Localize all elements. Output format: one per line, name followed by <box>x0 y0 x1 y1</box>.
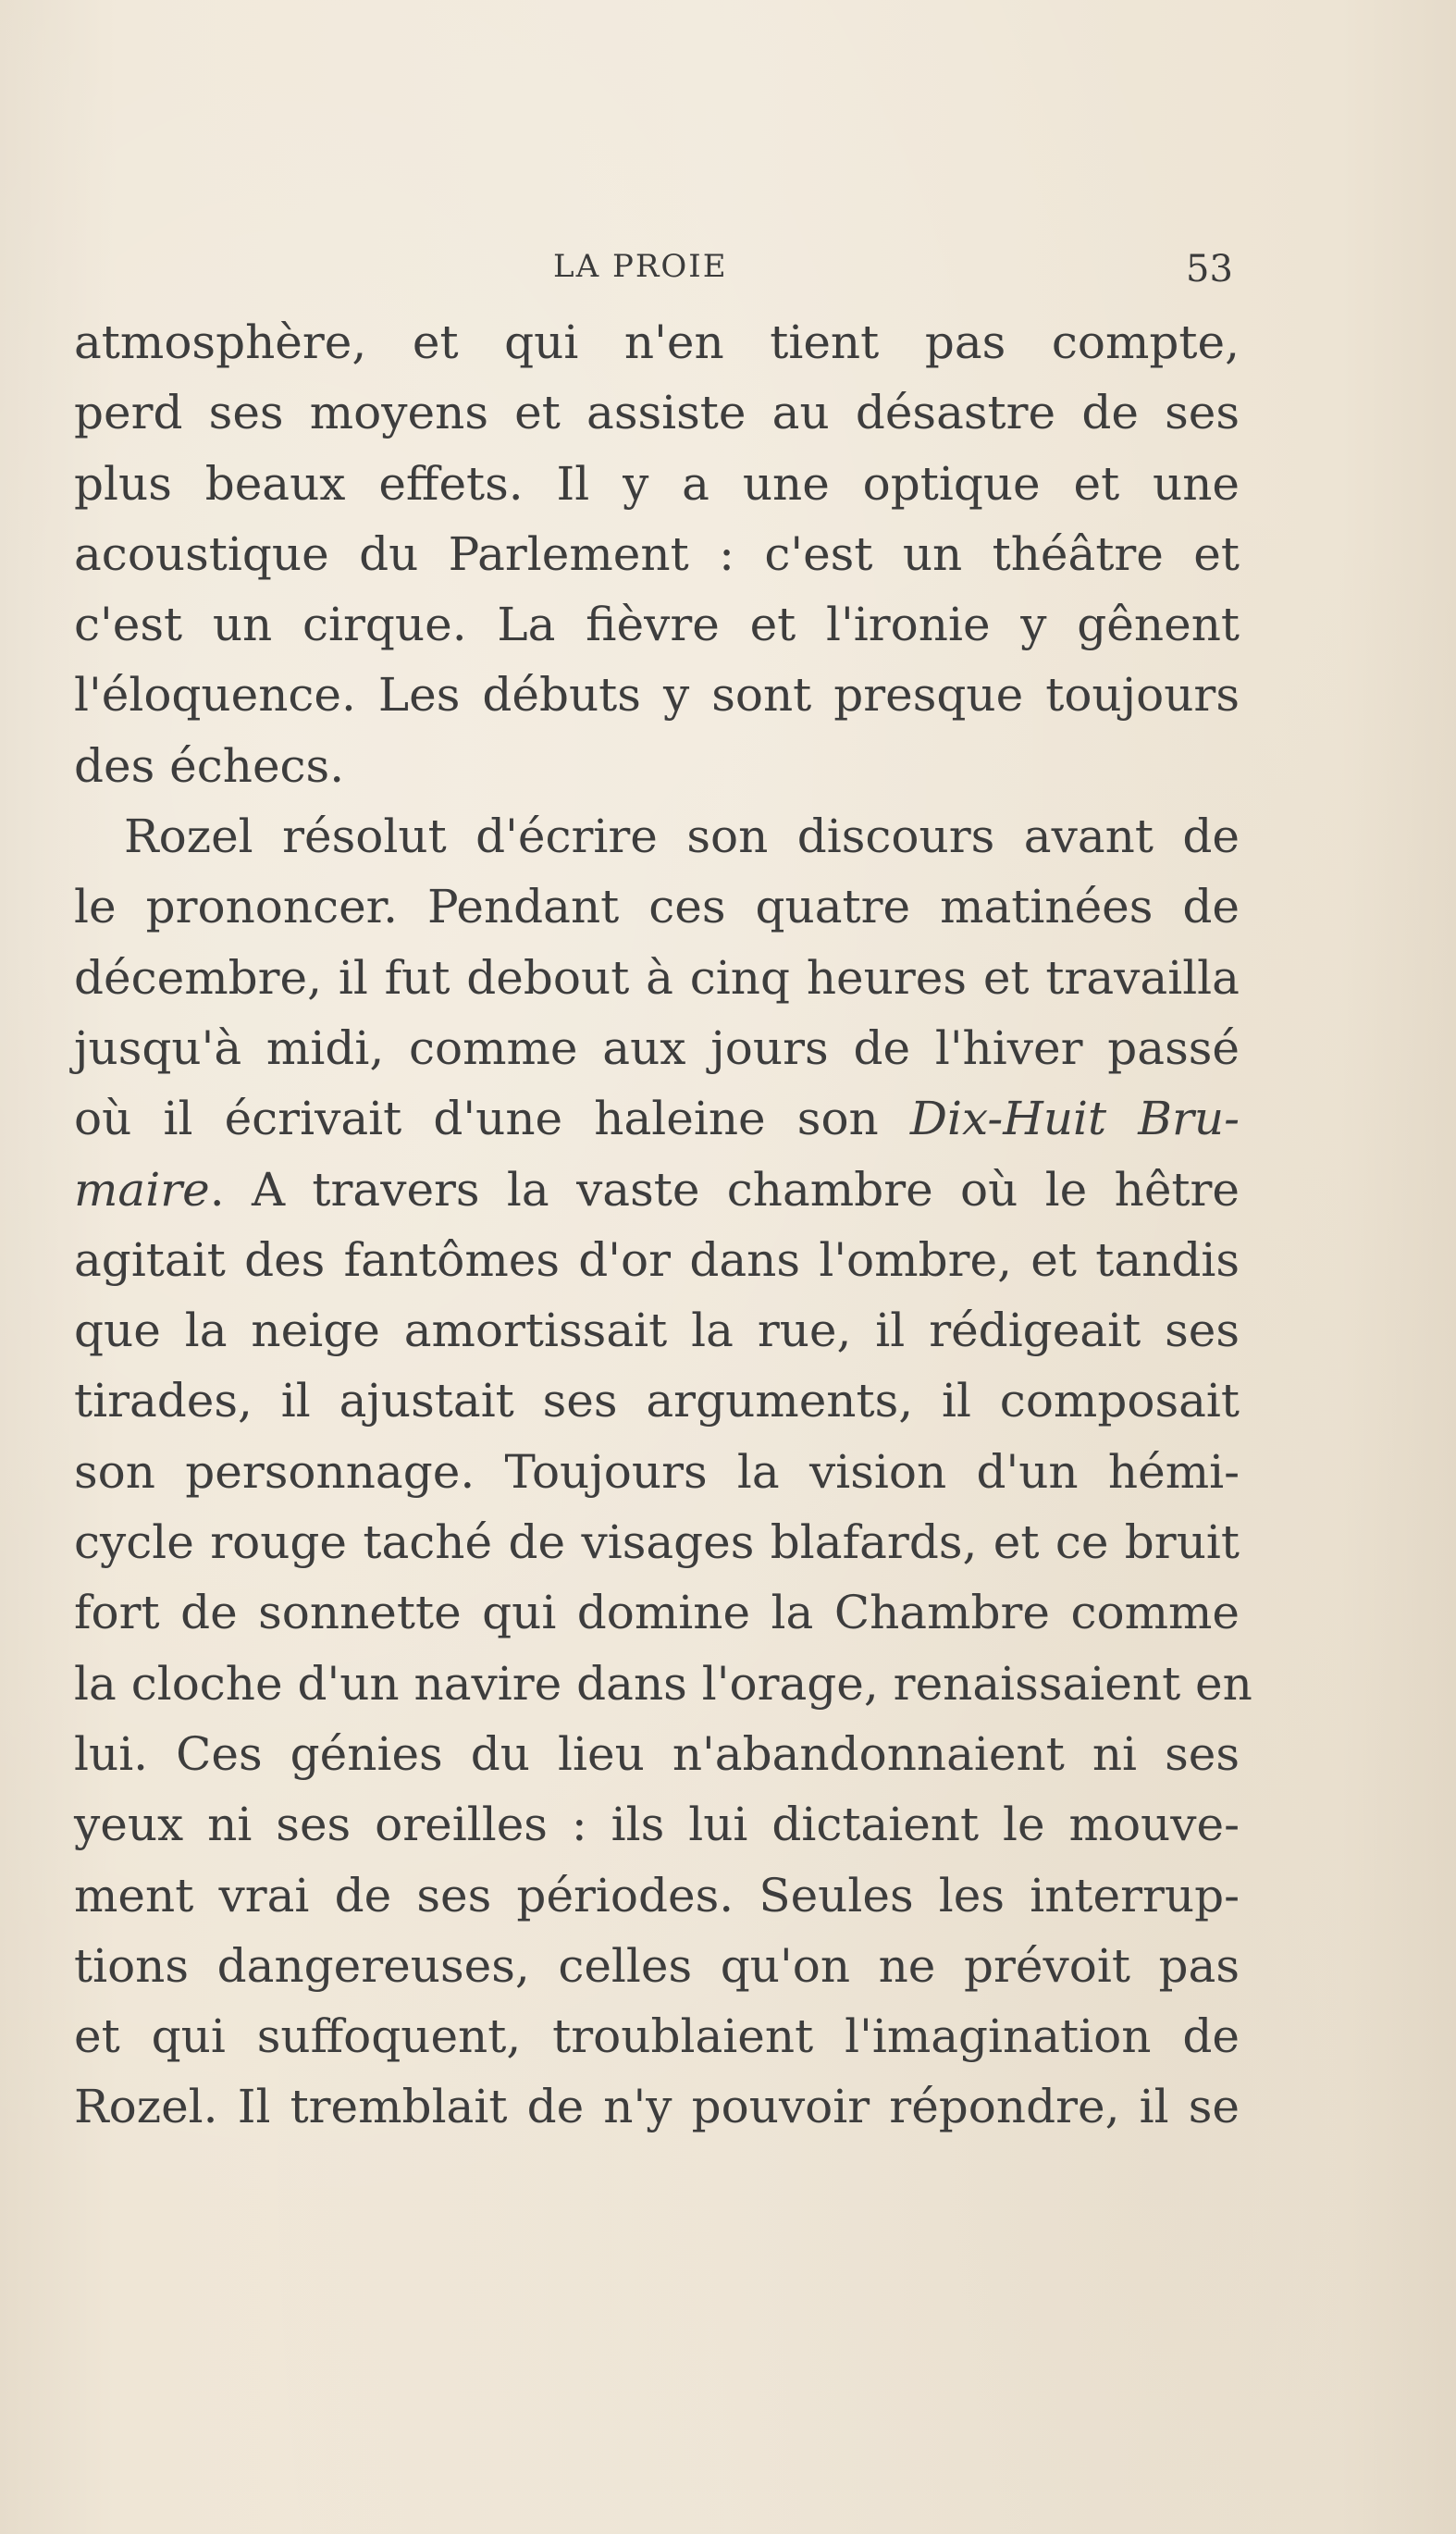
text-line: que la neige amortissait la rue, il rédigeait ses <box>74 1304 1240 1358</box>
text-line: ment vrai de ses périodes. Seules les interrup- <box>74 1868 1240 1922</box>
text-line-roman: où il écrivait d'une haleine son <box>74 1092 879 1146</box>
book-title-italic: Dix-Huit Bru- <box>909 1092 1240 1146</box>
text-line: Rozel. Il tremblait de n'y pouvoir répondre, il se <box>74 2080 1240 2134</box>
text-line: perd ses moyens et assiste au désastre de ses <box>74 386 1240 440</box>
text-line: agitait des fantômes d'or dans l'ombre, et tandis <box>74 1232 1240 1287</box>
text-line: c'est un cirque. La fièvre et l'ironie y gênent <box>74 598 1240 652</box>
text-line: l'éloquence. Les débuts y sont presque toujours <box>74 668 1240 723</box>
text-line: yeux ni ses oreilles : ils lui dictaient le mouve- <box>74 1798 1240 1852</box>
text-line: cycle rouge taché de visages blafards, et ce bruit <box>74 1515 1240 1570</box>
text-line: lui. Ces génies du lieu n'abandonnaient ni ses <box>74 1726 1240 1781</box>
running-head <box>0 248 1456 294</box>
text-line: tirades, il ajustait ses arguments, il composait <box>74 1374 1240 1428</box>
book-title-italic: maire <box>74 1162 210 1217</box>
text-line: le prononcer. Pendant ces quatre matinées de <box>74 880 1240 934</box>
text-line-roman: . A travers la vaste chambre où le hêtre <box>209 1162 1240 1217</box>
text-line <box>74 2143 1240 2213</box>
text-line: acoustique du Parlement : c'est un théâtre et <box>74 526 1240 581</box>
text-line <box>74 1083 1240 1154</box>
text-line: des échecs. <box>74 738 345 793</box>
text-line: fort de sonnette qui domine la Chambre comme <box>74 1586 1240 1640</box>
text-line: et qui suffoquent, troublaient l'imagination de <box>74 2009 1240 2064</box>
text-line: son personnage. Toujours la vision d'un hémi- <box>74 1444 1240 1499</box>
text-line: tions dangereuses, celles qu'on ne prévoit pas <box>74 1938 1240 1993</box>
body-text <box>74 307 1252 2213</box>
text-line: jusqu'à midi, comme aux jours de l'hiver passé <box>74 1020 1240 1075</box>
text-line: Rozel résolut d'écrire son discours avant de <box>124 810 1240 864</box>
running-title: LA PROIE <box>553 248 728 285</box>
page-number: 53 <box>1186 248 1233 290</box>
text-line: atmosphère, et qui n'en tient pas compte, <box>74 315 1240 369</box>
text-line <box>74 1155 1240 1225</box>
text-line: décembre, il fut debout à cinq heures et travailla <box>74 950 1240 1005</box>
text-line: la cloche d'un navire dans l'orage, renaissaient en <box>74 1656 1252 1711</box>
text-line: plus beaux effets. Il y a une optique et une <box>74 456 1240 511</box>
